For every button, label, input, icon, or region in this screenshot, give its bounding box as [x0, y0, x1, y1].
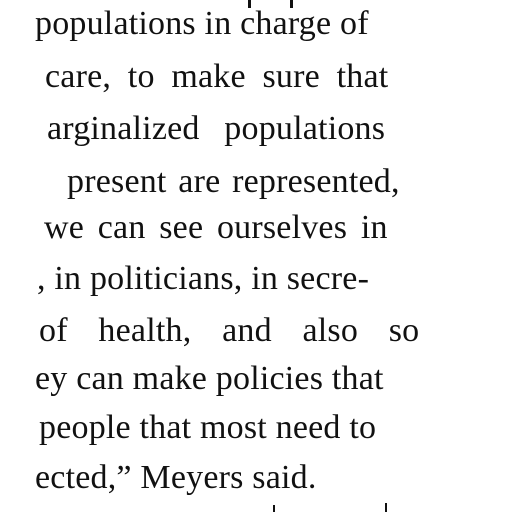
- text-line-8: ey can make policies that: [35, 360, 384, 397]
- text-line-7: of health, and also so: [39, 312, 420, 349]
- text-line-10: ected,” Meyers said.: [35, 459, 317, 496]
- text-line-6: , in politicians, in secre-: [37, 260, 370, 297]
- text-line-5: we can see ourselves in: [44, 209, 388, 246]
- text-line-2: care, to make sure that: [45, 58, 389, 95]
- text-line-3: arginalized populations: [47, 110, 386, 147]
- text-line-9: people that most need to: [39, 409, 377, 446]
- clipped-bottom-text-fragment: [0, 500, 512, 512]
- text-line-4: present are represented,: [67, 163, 400, 200]
- text-line-1: populations in charge of: [35, 5, 369, 42]
